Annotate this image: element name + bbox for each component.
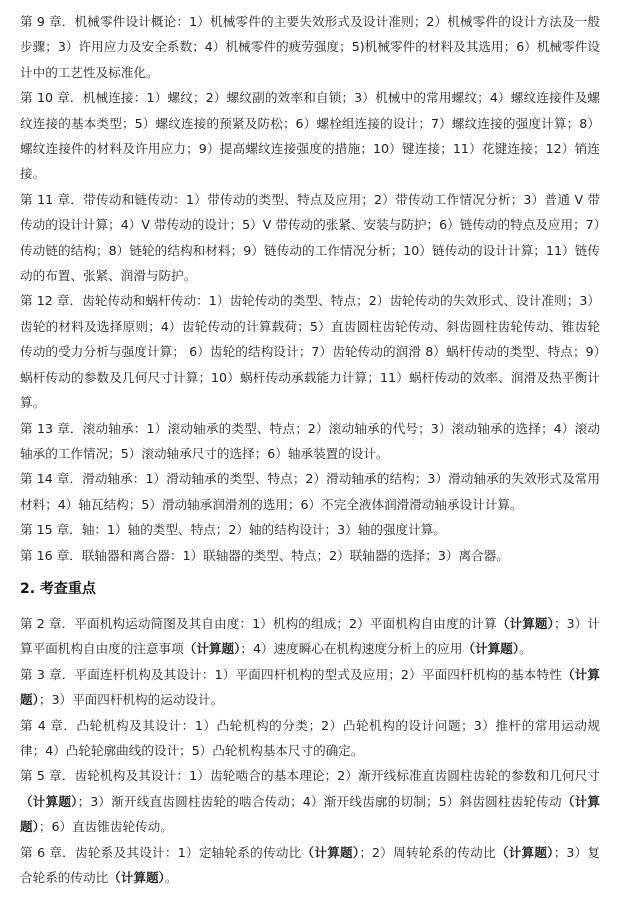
paragraph-text: 第 5 章．齿轮机构及其设计：1）齿轮啮合的基本理论；2）渐开线标准直齿圆柱齿轮的参数和几何尺寸 [20,768,600,784]
chapter-paragraph [20,85,600,187]
exam-focus-list [20,611,600,890]
paragraph-text: 第 14 章．滑动轴承：1）滑动轴承的类型、特点；2）滑动轴承的结构；3）滑动轴承的失效形式及常用材料；4）轴瓦结构；5）滑动轴承润滑剂的选用；6）不完全液体润滑滑动轴承设计计算。 [20,471,600,512]
paragraph-text: 。 [519,641,532,657]
paragraph-text: 第 3 章．平面连杆机构及其设计：1）平面四杆机构的型式及应用；2）平面四杆机构的基本特性 [20,666,562,682]
paragraph-text: 第 4 章．凸轮机构及其设计：1）凸轮机构的分类；2）凸轮机构的设计问题；3）推杆的常用运动规律；4）凸轮轮廓曲线的设计；5）凸轮机构基本尺寸的确定。 [20,717,600,758]
calc-question-tag: （计算题） [183,641,241,657]
chapter-paragraph [20,416,600,467]
paragraph-text: ；6）直齿锥齿轮传动。 [38,819,173,835]
chapter-paragraph [20,543,600,568]
calc-question-tag: （计算题） [495,844,554,860]
paragraph-text: ；2）周转轮系的传动比 [359,844,496,860]
paragraph-text: 第 9 章．机械零件设计概论：1）机械零件的主要失效形式及设计准则；2）机械零件的设计方法及一般步骤；3）许用应力及安全系数；4）机械零件的疲劳强度；5)机械零件的材料及其选用；6）机械零件设计中的工艺性及标准化。 [20,14,600,80]
section-heading: 2. 考查重点 [20,580,96,597]
paragraph-text: ；3）渐开线直齿圆柱齿轮的啮合传动；4）渐开线齿廓的切制；5）斜齿圆柱齿轮传动 [77,793,562,809]
paragraph-text: 第 16 章．联轴器和离合器：1）联轴器的类型、特点；2）联轴器的选择；3）离合器。 [20,547,509,563]
document-page [20,9,600,890]
paragraph-text: 第 11 章．带传动和链传动：1）带传动的类型、特点及应用；2）带传动工作情况分析；3）普通 V 带传动的设计计算；4）V 带传动的设计；5）V 带传动的张紧、安装与防护；6）链传动的特点及应用；7）传动链的结构；8）链轮的结构和材料；9）链传动的工作情况分析；10）链传动的设计计算；11）链传动的布置、张紧、润滑与防护。 [20,191,600,284]
paragraph-text: 第 6 章．齿轮系及其设计：1）定轴轮系的传动比 [20,844,302,860]
paragraph-text: 第 2 章．平面机构运动简图及其自由度：1）机构的组成；2）平面机构自由度的计算 [20,615,497,631]
paragraph-text: ；3）复合轮系的传动比 [20,844,601,885]
calc-question-tag: （计算题） [462,641,520,657]
calc-question-tag: （计算题） [20,666,601,708]
chapter-paragraph [20,466,600,517]
paragraph-text: 。 [164,870,178,885]
exam-focus-paragraph [20,763,600,839]
exam-focus-paragraph [20,662,600,713]
chapter-list [20,9,600,568]
paragraph-text: 第 12 章．齿轮传动和蜗杆传动：1）齿轮传动的类型、特点；2）齿轮传动的失效形式、设计准则；3）齿轮的材料及选择原则；4）齿轮传动的计算载荷；5）直齿圆柱齿轮传动、斜齿圆柱齿轮传动、锥齿轮传动的受力分析与强度计算； 6）齿轮的结构设计；7）齿轮传动的润滑 8）蜗杆传动的类型、特点；9）蜗杆传动的参数及几何尺寸计算；10）蜗杆传动承载能力计算；11）蜗杆传动的效率、润滑及热平衡计算。 [20,293,600,411]
exam-focus-paragraph [20,713,600,764]
chapter-paragraph [20,9,600,85]
calc-question-tag: （计算题） [20,793,78,809]
chapter-paragraph [20,187,600,289]
chapter-paragraph [20,288,600,415]
calc-question-tag: （计算题） [20,793,601,835]
exam-focus-paragraph [20,840,600,891]
paragraph-text: ；3）计算平面机构自由度的注意事项 [20,615,601,657]
paragraph-text: ；4）速度瞬心在机构速度分析上的应用 [240,641,463,657]
exam-focus-paragraph [20,611,600,662]
paragraph-text: 第 10 章．机械连接：1）螺纹；2）螺纹副的效率和自锁；3）机械中的常用螺纹；4）螺纹连接件及螺纹连接的基本类型；5）螺纹连接的预紧及防松；6）螺栓组连接的设计；7）螺纹连接的强度计算；8）螺纹连接件的材料及许用应力；9）提高螺纹连接强度的措施；10）键连接；11）花键连接；12）销连接。 [20,90,600,182]
paragraph-text: 第 13 章．滚动轴承：1）滚动轴承的类型、特点；2）滚动轴承的代号；3）滚动轴承的选择；4）滚动轴承的工作情况；5）滚动轴承尺寸的选择；6）轴承装置的设计。 [20,420,600,461]
paragraph-text: ；3）平面四杆机构的运动设计。 [38,692,224,708]
chapter-paragraph [20,517,600,542]
paragraph-text: 第 15 章．轴：1）轴的类型、特点；2）轴的结构设计；3）轴的强度计算。 [20,522,446,538]
calc-question-tag: （计算题） [108,870,165,885]
calc-question-tag: （计算题） [301,844,360,860]
calc-question-tag: （计算题） [496,615,554,631]
